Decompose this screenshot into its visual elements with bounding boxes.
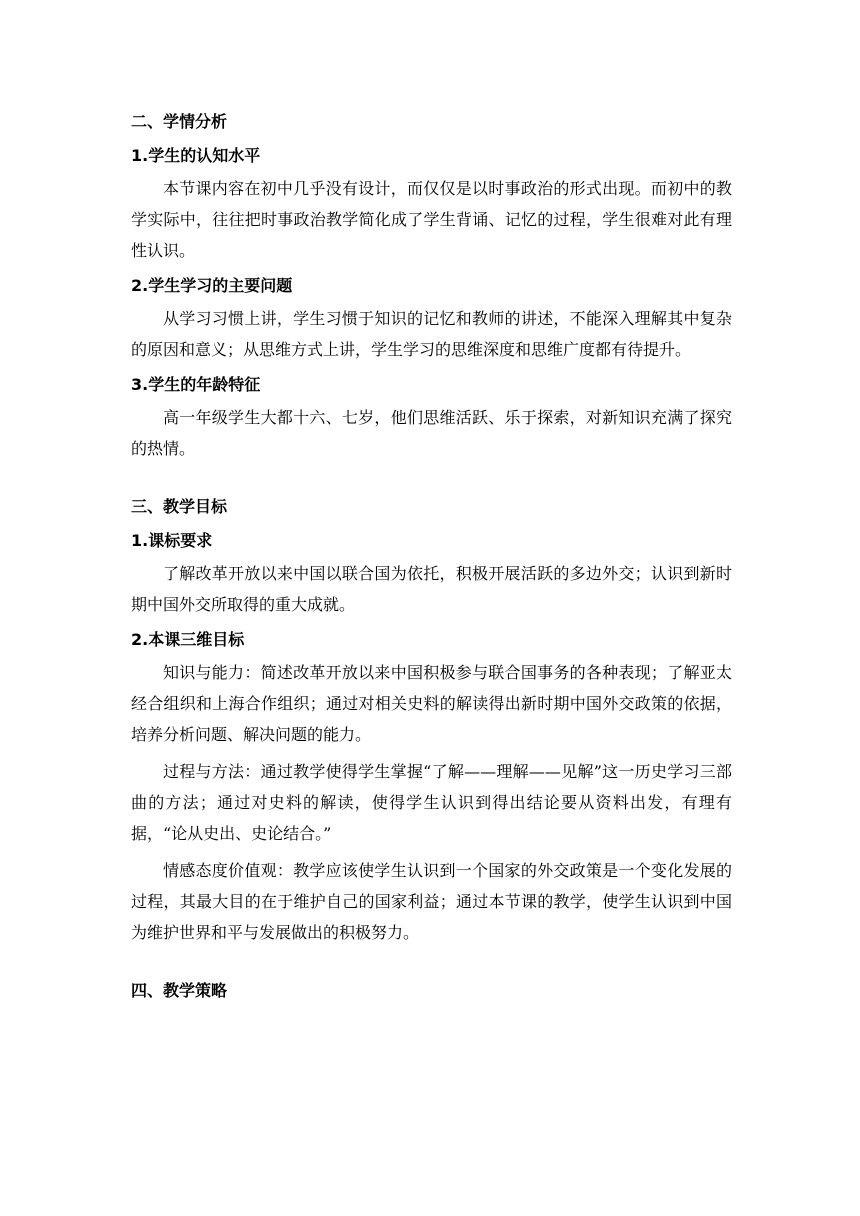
section-heading-learner-analysis: 二、学情分析 [131,112,228,131]
subsection-heading-cognitive-level: 1.学生的认知水平 [131,146,261,165]
paragraph-knowledge-ability: 知识与能力：简述改革开放以来中国积极参与联合国事务的各种表现；了解亚太经合组织和上海合作组织；通过对相关史料的解读得出新时期中国外交政策的依据，培养分析问题、解决问题的能力。 [131,663,732,744]
section-spacer [131,948,732,978]
section-spacer [131,464,732,494]
section-heading-teaching-goals: 三、教学目标 [131,497,228,516]
subsection-heading-main-problems: 2.学生学习的主要问题 [131,276,293,295]
section-heading-teaching-strategy: 四、教学策略 [131,981,228,1000]
subsection-heading-three-dimensional-goals: 2.本课三维目标 [131,630,245,649]
subsection-heading-curriculum-requirements: 1.课标要求 [131,531,213,550]
subsection-heading-age-features: 3.学生的年龄特征 [131,375,261,394]
paragraph-process-method: 过程与方法：通过教学使得学生掌握“了解——理解——见解”这一历史学习三部曲的方法；通过对史料的解读，使得学生认识到得出结论要从资料出发，有理有据，“论从史出、史论结合。” [131,762,732,843]
paragraph-cognitive-level: 本节课内容在初中几乎没有设计，而仅仅是以时事政治的形式出现。而初中的教学实际中，往往把时事政治教学简化成了学生背诵、记忆的过程，学生很难对此有理性认识。 [131,179,732,260]
paragraph-age-features: 高一年级学生大都十六、七岁，他们思维活跃、乐于探索，对新知识充满了探究的热情。 [131,408,732,458]
paragraph-main-problems: 从学习习惯上讲，学生习惯于知识的记忆和教师的讲述，不能深入理解其中复杂的原因和意义；从思维方式上讲，学生学习的思维深度和思维广度都有待提升。 [131,309,732,359]
paragraph-emotion-values: 情感态度价值观：教学应该使学生认识到一个国家的外交政策是一个变化发展的过程，其最大目的在于维护自己的国家利益；通过本节课的教学，使学生认识到中国为维护世界和平与发展做出的积极努力。 [131,861,732,942]
paragraph-curriculum-requirements: 了解改革开放以来中国以联合国为依托，积极开展活跃的多边外交；认识到新时期中国外交所取得的重大成就。 [131,564,732,614]
